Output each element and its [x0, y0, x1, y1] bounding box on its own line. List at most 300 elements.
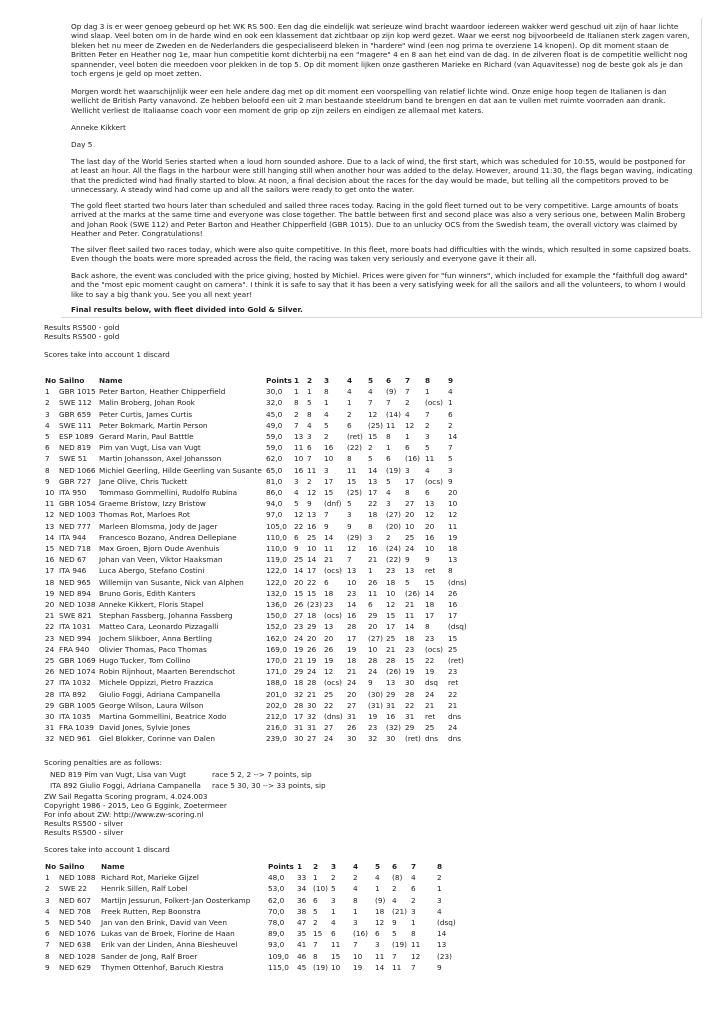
race-score-cell: 18	[405, 633, 415, 643]
col-no-cell: 20	[45, 600, 55, 609]
race-score-cell: 9	[392, 918, 397, 927]
race-score-cell: 5	[313, 906, 318, 916]
race-score-cell: 1	[425, 387, 430, 397]
race-score-cell: (26)	[386, 667, 401, 677]
col-points-cell: 109,0	[268, 951, 289, 961]
race-score-cell: 4	[347, 387, 352, 397]
race-score-cell: 3	[411, 906, 416, 916]
race-score-cell: 21	[324, 555, 334, 565]
race-score-cell: 23	[425, 633, 435, 643]
race-score-cell: (9)	[386, 387, 397, 397]
header-col-no: No	[45, 862, 57, 871]
race-score-cell: 3	[324, 465, 329, 475]
race-score-cell: 28	[294, 700, 304, 710]
table-row	[44, 689, 464, 700]
race-score-cell: 2	[347, 409, 352, 419]
table-row	[44, 872, 464, 883]
gold-heading-repeat: Results RS500 - gold	[44, 332, 120, 341]
race-score-cell: 24	[405, 544, 415, 553]
race-score-cell: 33	[297, 873, 307, 883]
col-sailno-cell: FRA 940	[59, 644, 90, 654]
race-score-cell: dns	[448, 734, 462, 744]
race-score-cell: 14	[375, 962, 385, 972]
race-score-cell: 15	[307, 588, 317, 598]
col-sailno-cell: NED 638	[59, 940, 91, 950]
race-score-cell: 26	[324, 644, 334, 654]
col-points-cell: 132,0	[266, 588, 287, 598]
col-points-cell: 49,0	[266, 420, 283, 430]
race-score-cell: 30	[307, 700, 317, 710]
race-score-cell: 12	[448, 510, 458, 520]
race-score-cell: 2	[294, 409, 299, 419]
race-score-cell: 5	[307, 398, 312, 408]
race-score-cell: 13	[405, 566, 415, 576]
race-score-cell: (23)	[437, 951, 452, 961]
race-score-cell: (21)	[392, 906, 407, 916]
header-col-race: 6	[392, 862, 398, 871]
col-name-cell: Tommaso Gommellini, Rudolfo Rubina	[99, 488, 238, 497]
col-sailno-cell: NED 961	[59, 734, 91, 744]
col-name-cell: Henrik Sillen, Ralf Lobel	[101, 884, 188, 894]
race-score-cell: 41	[297, 940, 307, 950]
race-score-cell: 17	[307, 566, 317, 576]
race-score-cell: 2	[405, 398, 410, 408]
race-score-cell: 29	[386, 689, 396, 699]
race-score-cell: 11	[307, 465, 317, 475]
race-score-cell: 36	[297, 895, 307, 905]
col-sailno-cell: GBR 659	[59, 409, 91, 419]
col-sailno-cell: NED 777	[59, 521, 91, 531]
race-score-cell: (26)	[405, 588, 420, 598]
col-sailno-cell: GBR 1054	[59, 499, 96, 509]
race-score-cell: (22)	[386, 555, 401, 565]
table-row	[44, 951, 464, 962]
race-score-cell: 24	[448, 723, 458, 733]
col-name-cell: Giulio Foggi, Adriana Campanella	[99, 689, 221, 699]
race-score-cell: 5	[405, 577, 410, 587]
col-points-cell: 45,0	[266, 409, 283, 419]
col-name-cell: Hugo Tucker, Tom Collino	[99, 656, 191, 665]
race-score-cell: 6	[448, 409, 453, 419]
race-score-cell: 4	[411, 873, 416, 883]
col-sailno-cell: NED 629	[59, 962, 91, 972]
col-name-cell: Jochem Slikboer, Anna Bertling	[99, 633, 213, 643]
col-points-cell: 110,0	[266, 532, 287, 542]
col-sailno-cell: NED 67	[59, 555, 87, 565]
race-score-cell: 27	[405, 499, 415, 509]
race-score-cell: 30	[347, 734, 357, 744]
race-score-cell: (dsq)	[437, 918, 456, 927]
race-score-cell: 31	[405, 712, 415, 721]
col-sailno-cell: ITA 1032	[59, 678, 91, 688]
col-no-cell: 8	[45, 951, 50, 961]
table-row	[44, 442, 464, 453]
race-score-cell: 15	[313, 929, 323, 939]
col-sailno-cell: SWE 22	[59, 884, 88, 894]
race-score-cell: 3	[437, 895, 442, 905]
race-score-cell: 25	[386, 633, 396, 643]
race-score-cell: 7	[324, 510, 329, 520]
col-name-cell: Martina Gommellini, Beatrice Xodo	[99, 712, 227, 721]
col-name-cell: Max Groen, Bjorn Oude Avenhuis	[99, 544, 220, 553]
table-row	[44, 895, 464, 906]
race-score-cell: 6	[324, 577, 329, 587]
race-score-cell: (8)	[392, 873, 403, 883]
race-score-cell: 9	[324, 521, 329, 531]
col-sailno-cell: FRA 1039	[59, 723, 94, 733]
race-score-cell: (16)	[405, 454, 420, 464]
col-points-cell: 97,0	[266, 510, 283, 520]
race-score-cell: 20	[307, 633, 317, 643]
race-score-cell: 29	[368, 611, 378, 621]
col-no-cell: 3	[45, 895, 50, 905]
race-score-cell: 14	[347, 600, 357, 609]
col-sailno-cell: NED 1066	[59, 465, 96, 475]
table-row	[44, 700, 464, 711]
col-name-cell: Johan van Veen, Viktor Haaksman	[99, 555, 223, 565]
col-points-cell: 110,0	[266, 544, 287, 553]
race-score-cell: 34	[297, 884, 307, 894]
race-score-cell: 22	[368, 499, 378, 509]
race-score-cell: 10	[307, 544, 317, 553]
col-sailno-cell: ITA 946	[59, 566, 87, 576]
race-score-cell: 16	[307, 521, 317, 531]
race-score-cell: 31	[347, 712, 357, 721]
header-col-race: 1	[294, 376, 300, 385]
col-no-cell: 32	[45, 734, 55, 744]
race-score-cell: (ret)	[347, 432, 363, 441]
race-score-cell: 9	[437, 962, 442, 972]
table-row	[44, 928, 464, 939]
race-score-cell: 29	[294, 667, 304, 677]
table-row	[44, 554, 464, 565]
table-header-row	[44, 375, 464, 386]
col-points-cell: 115,0	[268, 962, 289, 972]
race-score-cell: ret	[425, 566, 436, 576]
race-score-cell: (9)	[375, 895, 386, 905]
table-row	[44, 666, 464, 677]
race-score-cell: 27	[307, 734, 317, 744]
col-name-cell: Olivier Thomas, Paco Thomas	[99, 644, 207, 654]
race-score-cell: 26	[307, 644, 317, 654]
race-score-cell: 13	[448, 555, 458, 565]
race-score-cell: 5	[294, 499, 299, 509]
race-score-cell: 17	[294, 712, 304, 721]
table-row	[44, 498, 464, 509]
race-score-cell: 15	[425, 577, 435, 587]
col-sailno-cell: NED 965	[59, 577, 91, 587]
race-score-cell: 4	[368, 387, 373, 397]
race-score-cell: 21	[386, 644, 396, 654]
race-score-cell: 12	[375, 918, 385, 927]
header-col-race: 5	[375, 862, 381, 871]
col-sailno-cell: GBR 727	[59, 476, 91, 486]
race-score-cell: 11	[331, 940, 341, 950]
table-row	[44, 722, 464, 733]
col-no-cell: 12	[45, 510, 55, 520]
col-points-cell: 59,0	[266, 443, 283, 453]
col-points-cell: 89,0	[268, 929, 285, 939]
col-name-cell: Freek Rutten, Rep Boonstra	[101, 906, 201, 916]
col-name-cell: Stephan Fassberg, Johanna Fassberg	[99, 611, 233, 621]
race-score-cell: dns	[425, 734, 439, 744]
race-score-cell: 8	[386, 432, 391, 441]
header-col-race: 4	[347, 376, 353, 385]
col-points-cell: 62,0	[268, 895, 285, 905]
scoring-program-line: ZW Sail Regatta Scoring program, 4.024.003	[44, 792, 208, 801]
race-score-cell: 19	[448, 532, 458, 542]
race-score-cell: 8	[313, 951, 318, 961]
race-score-cell: 13	[294, 432, 304, 441]
race-score-cell: 15	[448, 633, 458, 643]
header-col-name: Name	[99, 376, 123, 385]
race-score-cell: 6	[331, 929, 336, 939]
race-score-cell: ret	[425, 712, 436, 721]
race-score-cell: (25)	[368, 420, 383, 430]
race-score-cell: 22	[307, 577, 317, 587]
table-row	[44, 644, 464, 655]
race-score-cell: 28	[307, 678, 317, 688]
col-sailno-cell: NED 1038	[59, 600, 96, 609]
race-score-cell: 3	[331, 895, 336, 905]
table-row	[44, 453, 464, 464]
race-score-cell: 7	[347, 555, 352, 565]
col-name-cell: Peter Bokmark, Martin Person	[99, 420, 208, 430]
col-points-cell: 86,0	[266, 488, 283, 497]
race-score-cell: 21	[425, 700, 435, 710]
race-score-cell: 23	[448, 667, 458, 677]
race-score-cell: (dns)	[324, 712, 343, 721]
race-score-cell: 15	[294, 588, 304, 598]
race-score-cell: (dsq)	[448, 622, 467, 632]
report-paragraph-4: The gold fleet started two hours later than scheduled and sailed three races today. Racing in the gold fleet turned out to be very competitive. Large amounts of boats arrived at the marks at the same time and everyone was close together. The battle between first and second place was also a very serious one, between Malin Broberg and Johan Rook (SWE 112) and Peter Barton and Heather Chipperfield (GBR 1015). Due to an unlucky OCS from the Swedish team, the overall victory was claimed by Heather and Peter. Congratulations!	[71, 201, 686, 239]
race-score-cell: (ocs)	[425, 644, 443, 654]
header-col-race: 6	[386, 376, 392, 385]
col-points-cell: 70,0	[268, 906, 285, 916]
col-points-cell: 48,0	[268, 873, 285, 883]
header-col-race: 9	[448, 376, 454, 385]
race-score-cell: 2	[307, 476, 312, 486]
race-score-cell: 7	[425, 409, 430, 419]
col-points-cell: 105,0	[266, 521, 287, 531]
col-name-cell: Martijn Jessurun, Folkert-Jan Oosterkamp	[101, 895, 251, 905]
col-no-cell: 4	[45, 906, 50, 916]
table-row	[44, 711, 464, 722]
race-score-cell: 6	[368, 600, 373, 609]
race-score-cell: 16	[448, 600, 458, 609]
race-score-cell: 16	[294, 465, 304, 475]
race-score-cell: 3	[368, 532, 373, 542]
race-score-cell: (19)	[313, 962, 328, 972]
race-score-cell: 23	[368, 723, 378, 733]
race-score-cell: 17	[448, 611, 458, 621]
race-score-cell: 1	[405, 432, 410, 441]
race-score-cell: 8	[425, 622, 430, 632]
col-no-cell: 21	[45, 611, 55, 621]
race-score-cell: 10	[448, 499, 458, 509]
race-score-cell: (dnf)	[324, 499, 342, 509]
race-score-cell: 12	[347, 544, 357, 553]
race-score-cell: 13	[386, 678, 396, 688]
race-score-cell: 45	[297, 962, 307, 972]
race-score-cell: 12	[411, 951, 421, 961]
race-score-cell: 17	[405, 476, 415, 486]
col-no-cell: 26	[45, 667, 55, 677]
race-score-cell: 25	[405, 532, 415, 542]
race-score-cell: 10	[353, 951, 363, 961]
col-no-cell: 7	[45, 940, 50, 950]
race-score-cell: 19	[307, 656, 317, 665]
race-score-cell: 5	[448, 454, 453, 464]
race-score-cell: 11	[324, 544, 334, 553]
race-score-cell: 7	[405, 387, 410, 397]
table-row	[44, 939, 464, 950]
col-points-cell: 152,0	[266, 622, 287, 632]
col-name-cell: Willemijn van Susante, Nick van Alphen	[99, 577, 244, 587]
race-score-cell: 1	[313, 873, 318, 883]
race-score-cell: 1	[307, 387, 312, 397]
race-score-cell: (19)	[386, 465, 401, 475]
race-score-cell: dns	[448, 712, 462, 721]
race-score-cell: 2	[437, 873, 442, 883]
header-col-race: 3	[324, 376, 330, 385]
race-score-cell: 4	[437, 906, 442, 916]
race-score-cell: 11	[448, 521, 458, 531]
race-score-cell: 25	[324, 689, 334, 699]
race-score-cell: 19	[368, 712, 378, 721]
race-score-cell: 9	[307, 499, 312, 509]
race-score-cell: 6	[307, 443, 312, 453]
race-score-cell: 28	[386, 656, 396, 665]
col-no-cell: 2	[45, 884, 50, 894]
race-score-cell: 27	[294, 611, 304, 621]
race-score-cell: 3	[405, 465, 410, 475]
race-score-cell: 32	[294, 689, 304, 699]
info-url-line: For info about ZW: http://www.zw-scoring.nl	[44, 810, 204, 819]
header-col-race: 7	[411, 862, 417, 871]
col-sailno-cell: NED 1088	[59, 873, 96, 883]
race-score-cell: 8	[411, 929, 416, 939]
col-points-cell: 136,0	[266, 600, 287, 609]
race-score-cell: 28	[405, 689, 415, 699]
col-name-cell: Michiel Geerling, Hilde Geerling van Susante	[99, 465, 262, 475]
race-score-cell: (27)	[368, 633, 383, 643]
race-score-cell: 5	[386, 476, 391, 486]
race-score-cell: 7	[313, 940, 318, 950]
report-paragraph-1: Op dag 3 is er weer genoeg gebeurd op het WK RS 500. Een dag die eindelijk wat serieuze wind bracht waardoor iedereen wakker werd geschud uit zijn of haar lichte wind slaap. Veel boten om in de harde wind en ook een klassement dat zichtbaar op zijn kop werd gezet. Waar we eerst nog bijvoorbeeld de Italianen sterk zagen varen, bleken het nu meer de Zweden en de Nederlanders die gespecialiseerd bleken in "hardere" wind (een nog prima te overziene 14 knopen). Op dit moment staan de Britten Peter en Heather nog 1e, maar hun competitie komt dichterbij na een "magere" 4 en 8 aan het eind van de dag. In de zilveren float is de competitie wellicht nog spannender, veel boten die meedoen voor plekken in de top 5. Op dit moment lijken onze gastheren Marieke en Richard (van Aquavitesse) nog de beste gok als je dan toch ergens je geld op moet zetten.	[71, 22, 690, 79]
race-score-cell: 3	[353, 918, 358, 927]
col-name-cell: Peter Curtis, James Curtis	[99, 409, 193, 419]
col-sailno-cell: NED 894	[59, 588, 91, 598]
col-points-cell: 94,0	[266, 499, 283, 509]
header-col-sailno: Sailno	[59, 376, 85, 385]
table-row	[44, 431, 464, 442]
col-points-cell: 78,0	[268, 918, 285, 927]
race-score-cell: 20	[448, 488, 458, 497]
col-no-cell: 9	[45, 476, 50, 486]
col-points-cell: 122,0	[266, 566, 287, 576]
race-score-cell: 5	[331, 884, 336, 894]
col-no-cell: 6	[45, 443, 50, 453]
race-score-cell: 17	[347, 633, 357, 643]
race-score-cell: 1	[331, 906, 336, 916]
table-row	[44, 532, 464, 543]
table-row	[44, 610, 464, 621]
penalty-entry-name: ITA 892 Giulio Foggi, Adriana Campanella	[50, 781, 201, 790]
race-score-cell: 8	[324, 387, 329, 397]
race-score-cell: 12	[425, 510, 435, 520]
col-name-cell: Lukas van de Broek, Florine de Haan	[101, 929, 235, 939]
race-score-cell: 14	[425, 588, 435, 598]
race-score-cell: 18	[347, 656, 357, 665]
race-score-cell: 19	[347, 644, 357, 654]
race-score-cell: 21	[448, 700, 458, 710]
table-row	[44, 962, 464, 973]
race-score-cell: 14	[324, 532, 334, 542]
race-score-cell: 8	[347, 454, 352, 464]
race-score-cell: 30	[294, 734, 304, 744]
col-no-cell: 1	[45, 873, 50, 883]
col-points-cell: 171,0	[266, 667, 287, 677]
race-score-cell: 11	[405, 611, 415, 621]
header-col-no: No	[45, 376, 57, 385]
race-score-cell: 15	[331, 951, 341, 961]
race-score-cell: 6	[313, 895, 318, 905]
race-score-cell: 8	[448, 566, 453, 576]
race-score-cell: (22)	[347, 443, 362, 453]
report-paragraph-2: Morgen wordt het waarschijnlijk weer een hele andere dag met op dit moment een voorspelling van relatief lichte wind. Onze enige hoop tegen de Italianen is dan wellicht de British Party vanavond. Ze hebben beloofd een uit 2 man bestaande steeldrum band te brengen en dat aan te vullen met ruimte voorraden aan drank. Wellicht verliest de Italiaanse coach voor een moment de grip op zijn zeilers en eindigen ze allemaal met katers.	[71, 87, 667, 115]
race-score-cell: 8	[353, 895, 358, 905]
col-no-cell: 19	[45, 588, 55, 598]
col-sailno-cell: SWE 112	[59, 398, 92, 408]
race-score-cell: 17	[425, 611, 435, 621]
race-score-cell: 8	[368, 521, 373, 531]
race-score-cell: 2	[368, 443, 373, 453]
race-score-cell: 18	[448, 544, 458, 553]
race-score-cell: 7	[386, 398, 391, 408]
col-points-cell: 81,0	[266, 476, 283, 486]
race-score-cell: 10	[347, 577, 357, 587]
race-score-cell: 2	[392, 884, 397, 894]
col-name-cell: Francesco Bozano, Andrea Dellepiane	[99, 532, 237, 542]
col-no-cell: 8	[45, 465, 50, 475]
race-score-cell: 2	[353, 873, 358, 883]
report-paragraph-3: The last day of the World Series started when a loud horn sounded ashore. Due to a lack of wind, the first start, which was scheduled for 10:55, would be postponed for at least an hour. All the flags in the harbour were still hanging still when another hour was added to the delay. However, around 11:30, the flags began waving, indicating that the predicted wind had finally started to blow. At noon, a final decision about the races for the day would be made, but telling all the competitors proved to be unnecessary. A steady wind had come up and all the sailors were ready to get onto the water.	[71, 157, 693, 195]
race-score-cell: 8	[307, 409, 312, 419]
race-score-cell: 24	[368, 667, 378, 677]
race-score-cell: 24	[347, 678, 357, 688]
penalty-entry-detail: race 5 2, 2 --> 7 points, sip	[212, 770, 312, 779]
race-score-cell: 1	[324, 398, 329, 408]
col-no-cell: 11	[45, 499, 55, 509]
table-row	[44, 588, 464, 599]
race-score-cell: 17	[324, 476, 334, 486]
race-score-cell: 25	[307, 532, 317, 542]
race-score-cell: 9	[368, 678, 373, 688]
race-score-cell: 20	[405, 510, 415, 520]
col-sailno-cell: NED 708	[59, 906, 91, 916]
race-score-cell: 20	[368, 622, 378, 632]
race-score-cell: 15	[386, 611, 396, 621]
race-score-cell: 19	[324, 656, 334, 665]
col-sailno-cell: ITA 892	[59, 689, 87, 699]
report-paragraph-6: Back ashore, the event was concluded with the price giving, hosted by Michiel. Prices were given for "fun winners", which included for example the "faithfull dog award" and the "most epic moment caught on camera". I think it is safe to say that it has been a very satisfying week for all the sailors and all the volunteers, to whom I would like to say a big thank you. See you all next year!	[71, 271, 688, 299]
race-score-cell: 9	[448, 476, 453, 486]
race-score-cell: 1	[448, 398, 453, 408]
race-score-cell: (32)	[386, 723, 401, 733]
race-score-cell: 13	[307, 510, 317, 520]
col-points-cell: 188,0	[266, 678, 287, 688]
